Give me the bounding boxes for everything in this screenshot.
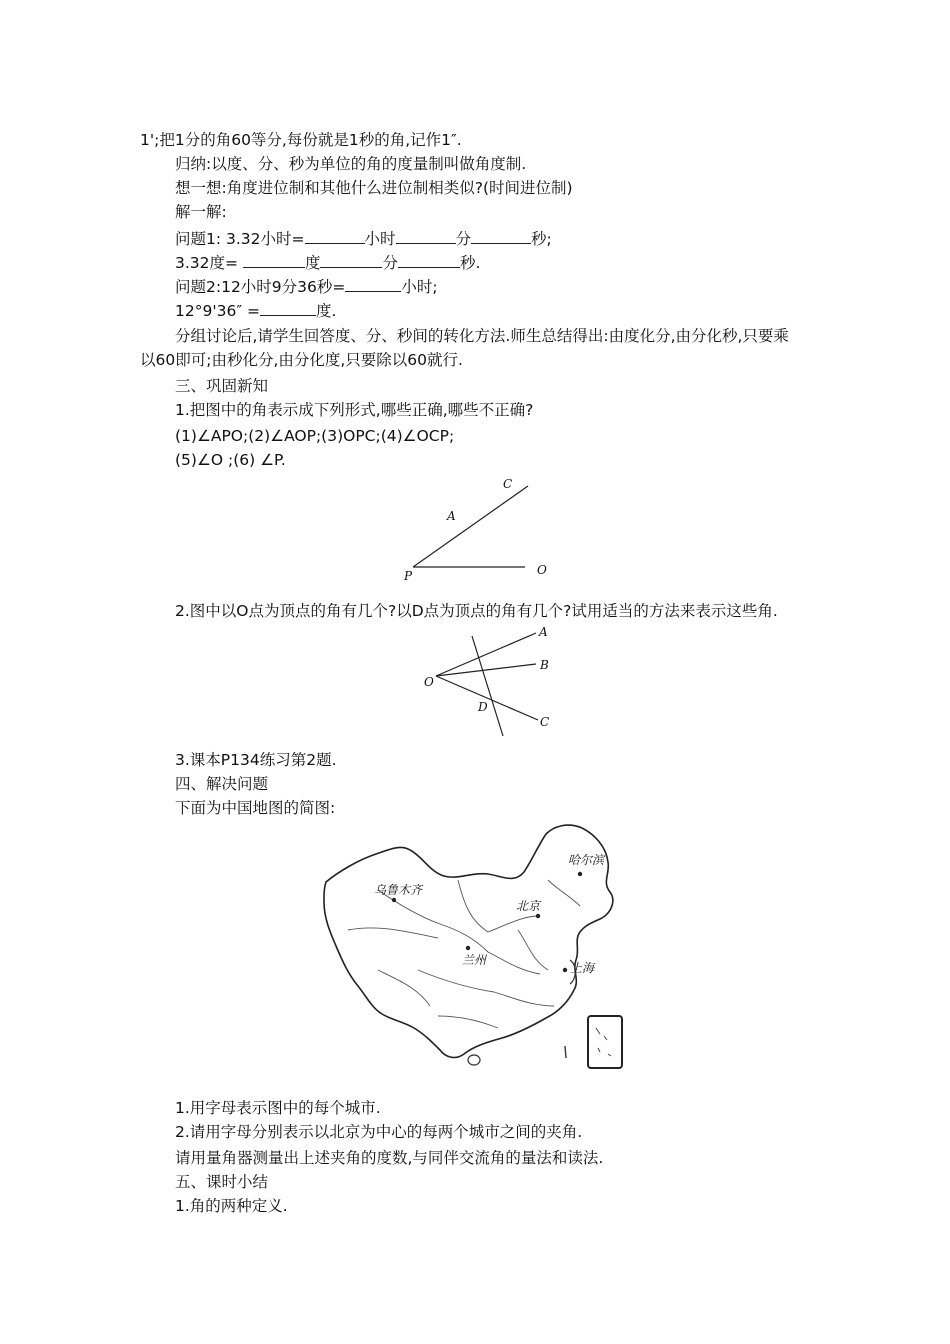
problem-2-line [175, 276, 438, 297]
text-line: 1';把1分的角60等分,每份就是1秒的角,记作1″. [140, 131, 462, 149]
label-o: O [424, 675, 434, 689]
city-shanghai: 上海 [570, 961, 595, 975]
text-segment: 3.32度= [175, 254, 238, 272]
text-segment: 秒; [531, 230, 552, 248]
answer-blank [398, 252, 460, 268]
label-c: C [503, 477, 513, 491]
answer-blank [260, 300, 316, 316]
city-harbin: 哈尔滨 [568, 853, 605, 867]
label-b: B [540, 658, 549, 672]
text-line: 请用量角器测量出上述夹角的度数,与同伴交流角的量法和读法. [175, 1149, 604, 1167]
answer-blank [305, 228, 365, 244]
text-line: 分组讨论后,请学生回答度、分、秒间的转化方法.师生总结得出:由度化分,由分化秒,只要乘 [175, 327, 789, 345]
china-map [318, 820, 630, 1072]
angle-figure-1 [395, 470, 565, 590]
text-segment: 秒. [459, 254, 481, 272]
label-o: O [537, 563, 547, 577]
text-segment: 小时; [401, 278, 438, 296]
city-urumqi: 乌鲁木齐 [374, 883, 423, 897]
text-line: 想一想:角度进位制和其他什么进位制相类似?(时间进位制) [175, 179, 573, 197]
answer-blank [320, 252, 382, 268]
label-a: A [447, 509, 456, 523]
section-heading: 四、解决问题 [175, 775, 269, 793]
text-line: 1.角的两种定义. [175, 1197, 288, 1215]
text-segment: 12°9'36″ = [175, 302, 261, 320]
answer-blank [243, 252, 305, 268]
problem-1-line [175, 228, 552, 249]
label-a: A [539, 625, 548, 639]
label-d: D [478, 700, 488, 714]
answer-blank [396, 228, 456, 244]
text-segment: 度. [316, 302, 337, 320]
text-line: (5)∠O ;(6) ∠P. [175, 451, 286, 469]
text-segment: 小时 [364, 230, 396, 248]
problem-1b-line [175, 252, 480, 273]
label-p: P [404, 569, 413, 583]
problem-2b-line [175, 300, 336, 321]
text-line: 归纳:以度、分、秒为单位的角的度量制叫做角度制. [175, 155, 527, 173]
section-heading: 五、课时小结 [175, 1173, 269, 1191]
text-line: 以60即可;由秒化分,由分化度,只要除以60就行. [140, 351, 463, 369]
text-segment: 问题2:12小时9分36秒= [175, 278, 346, 296]
text-segment: 度 [304, 254, 321, 272]
section-heading: 三、巩固新知 [175, 377, 269, 395]
text-segment: 分 [382, 254, 398, 272]
answer-blank [345, 276, 401, 292]
city-beijing: 北京 [516, 899, 541, 913]
text-line: 1.用字母表示图中的每个城市. [175, 1099, 381, 1117]
answer-blank [471, 228, 531, 244]
city-lanzhou: 兰州 [462, 953, 487, 967]
text-line: 下面为中国地图的简图: [175, 799, 336, 817]
text-line: 1.把图中的角表示成下列形式,哪些正确,哪些不正确? [175, 401, 534, 419]
text-segment: 分 [455, 230, 472, 248]
text-line: 解一解: [175, 203, 227, 221]
text-line: (1)∠APO;(2)∠AOP;(3)OPC;(4)∠OCP; [175, 427, 455, 445]
text-segment: 问题1: 3.32小时= [175, 230, 305, 248]
text-line: 3.课本P134练习第2题. [175, 751, 337, 769]
angle-figure-2 [420, 622, 560, 740]
text-line: 2.请用字母分别表示以北京为中心的每两个城市之间的夹角. [175, 1123, 583, 1141]
text-line: 2.图中以O点为顶点的角有几个?以D点为顶点的角有几个?试用适当的方法来表示这些角. [175, 602, 778, 620]
label-c: C [540, 715, 550, 729]
